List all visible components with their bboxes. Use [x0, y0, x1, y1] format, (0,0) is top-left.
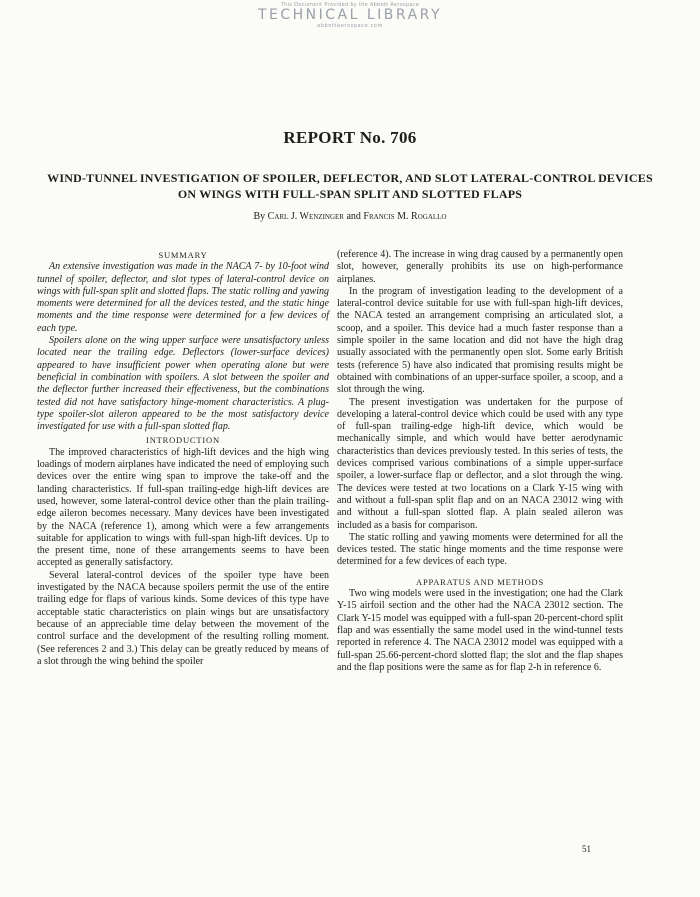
introduction-paragraph: The static rolling and yawing moments were determined for all the devices tested. The static hinge moments and the time response were determined for a few devices of each type. [337, 531, 623, 568]
apparatus-heading: APPARATUS AND METHODS [416, 576, 544, 587]
introduction-paragraph: The present investigation was undertaken for the purpose of developing a lateral-control device which could be used with any type of full-span trailing-edge high-lift device, which would be mechanically simple, and which would have better aerodynamic characteristics than devices previously tested. In this series of tests, the devices comprised various combinations of a simple upper-surface spoiler, a lower-surface flap or deflector, and a slot through the wing. The devices were tested at two locations on a Clark Y-15 wing with and without a full-span split flap and on an NACA 23012 wing with and without a full-span slotted flap. A plain sealed aileron was included as a basis for comparison. [337, 396, 623, 531]
paper-title: WIND-TUNNEL INVESTIGATION OF SPOILER, DEFLECTOR, AND SLOT LATERAL-CONTROL DEVICES ON WINGS WITH FULL-SPAN SPLIT AND SLOTTED FLAPS [47, 171, 653, 201]
byline-and: and [346, 211, 361, 222]
author-1: Carl J. Wenzinger [267, 211, 344, 222]
apparatus-paragraph: Two wing models were used in the investigation; one had the Clark Y-15 airfoil section and the other had the NACA 23012 section. The Clark Y-15 model was equipped with a full-span 20-percent-chord split flap and was essentially the same model used in the wind-tunnel tests reported in reference 4. The NACA 23012 model was equipped with a full-span 25.66-percent-chord slotted flap; the slot and the flap shapes and the flap positions were the same as for flap 2-h in reference 6. [337, 588, 623, 673]
introduction-heading: INTRODUCTION [146, 435, 220, 446]
report-title: REPORT No. 706 [283, 128, 417, 147]
right-column [337, 249, 623, 674]
summary-paragraph: An extensive investigation was made in the NACA 7- by 10-foot wind tunnel of spoiler, deflector, and slot types of lateral-control device on wings with full-span split and slotted flaps. The static rolling and yawing moments were determined for all the devices tested, and the static hinge moments and the time response were determined for a few devices of each type. [37, 261, 329, 334]
introduction-paragraph: The improved characteristics of high-lift devices and the high wing loadings of modern airplanes have indicated the need of employing such devices over the entire wing span to improve the take-off and the landing characteristics. If full-span trailing-edge high-lift devices are used, however, some lateral-control device other than the plain trailing-edge aileron becomes necessary. Many devices have been investigated by the NACA (reference 1), among which were a few arrangements suitable for application to wings with full-span high-lift devices. Up to the present time, none of these arrangements seems to have been accepted as generally satisfactory. [37, 446, 329, 569]
page-number: 51 [582, 844, 591, 854]
byline [0, 211, 700, 222]
author-2: Francis M. Rogallo [363, 211, 447, 222]
summary-paragraph: Spoilers alone on the wing upper surface were unsatisfactory unless located near the trailing edge. Deflectors (lower-surface devices) appeared to have insufficient power when operating alone but were beneficial in combination with spoilers. A slot between the spoiler and the deflector further increased their effectiveness, but the combinations tested did not have satisfactory hinge-moment characteristics. A plug-type spoiler-slot aileron appeared to be the most satisfactory device investigated for use with a full-span slotted flap. [37, 335, 329, 433]
byline-by: By [253, 211, 266, 222]
watermark-url: abbottaerospace.com [317, 23, 383, 29]
summary-heading: SUMMARY [158, 250, 208, 260]
introduction-paragraph: (reference 4). The increase in wing drag caused by a permanently open slot, however, generally prohibits its use on high-performance airplanes. [337, 249, 623, 285]
introduction-paragraph: In the program of investigation leading to the development of a lateral-control device suitable for use with full-span high-lift devices, the NACA tested an arrangement comprising an articulated slot, a scoop, and a spoiler. This device had a much faster response than a simple spoiler in the same location and did not have the high drag usually associated with the permanently open slot. Some early British tests (reference 5) have also indicated that promising results might be obtained with combinations of an upper-surface spoiler, a scoop, and a slot through the wing. [337, 285, 623, 396]
introduction-paragraph: Several lateral-control devices of the spoiler type have been investigated by the NACA because spoilers permit the use of the entire trailing edge for flaps of various kinds. Some devices of this type have acceptable static characteristics on plain wings but are unsatisfactory because of an appreciable time delay between the movement of the control surface and the development of the resulting rolling moment. (See references 2 and 3.) This delay can be greatly reduced by means of a slot through the wing behind the spoiler [37, 569, 329, 667]
watermark-small-text: This Document Provided by the Abbott Aerospace [280, 2, 420, 8]
watermark-library-title: TECHNICAL LIBRARY [257, 7, 443, 23]
left-column [37, 249, 329, 668]
